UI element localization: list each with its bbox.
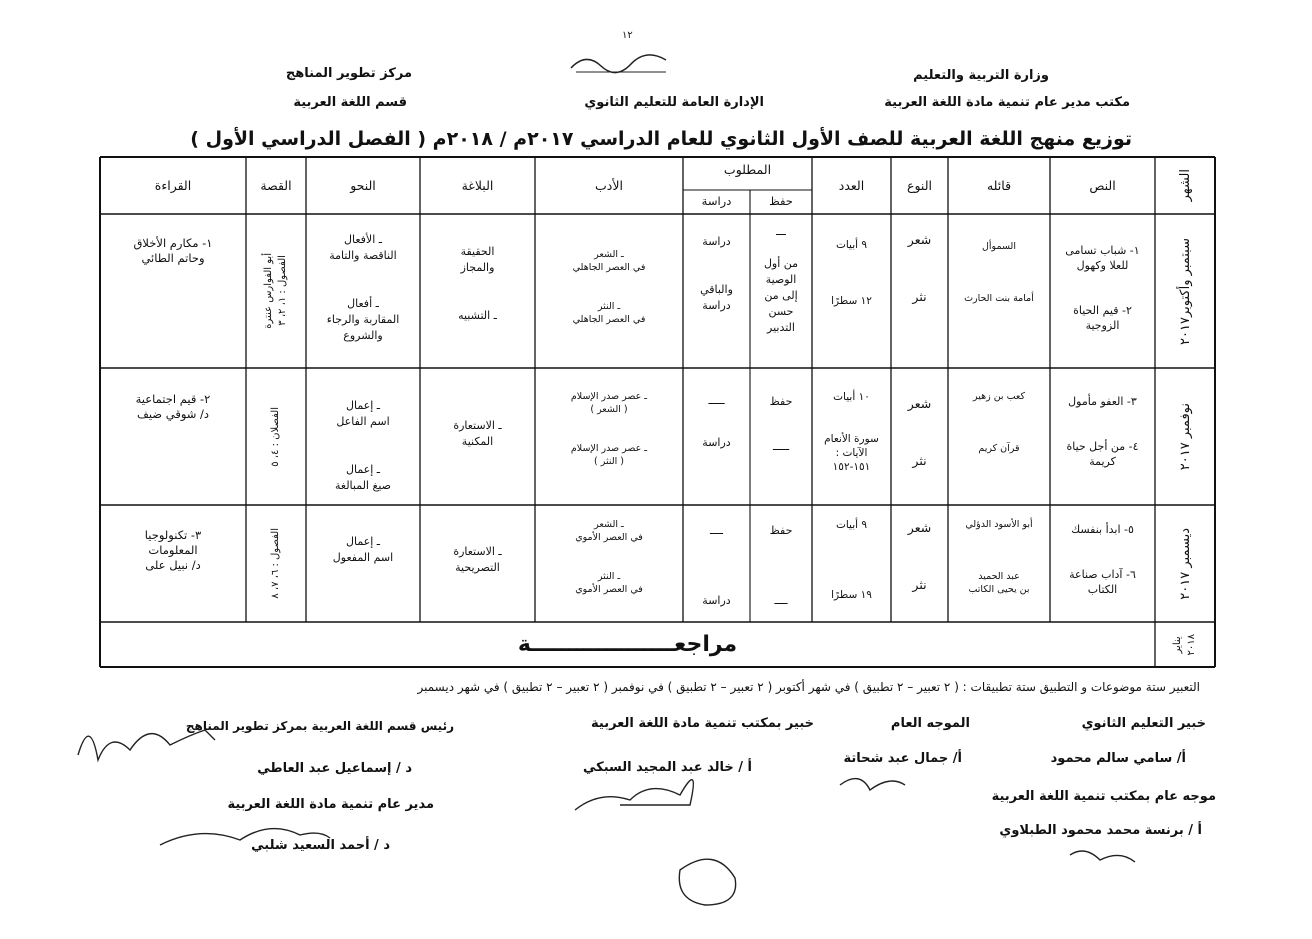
header-story: القصة: [260, 178, 292, 193]
header-grammar: النحو: [350, 178, 376, 193]
general-administration: الإدارة العامة للتعليم الثانوي: [584, 95, 764, 110]
header-rhetoric: البلاغة: [461, 178, 494, 193]
header-text: النص: [1089, 178, 1116, 193]
office-expert-title: خبير بمكتب تنمية مادة اللغة العربية: [591, 716, 814, 731]
row2-text: ٣- العفو مأمول ٤- من أجل حياة كريمة: [1066, 395, 1139, 468]
row1-grammar: ـ الأفعال الناقصة والتامة ـ أفعال المقاربة والرجاء والشروع: [326, 233, 400, 342]
row3-study: ــــ دراسة: [702, 524, 731, 607]
header-memorize: حفظ: [769, 194, 793, 208]
secondary-expert-title: خبير التعليم الثانوي: [1081, 716, 1206, 731]
signature-office-expert: [575, 780, 693, 810]
row1-study: دراسة والباقي دراسة: [700, 235, 733, 312]
row1-author: السموأل أمامة بنت الحارث: [964, 241, 1034, 304]
page-title: توزيع منهج اللغة العربية للصف الأول الثانوي للعام الدراسي ٢٠١٧م / ٢٠١٨م ( الفصل الدراسي الأول ): [190, 128, 1132, 150]
row2-type: شعر نثر: [907, 396, 932, 468]
row2-study: ـــــ دراسة: [702, 394, 731, 449]
signature-dept-head: [78, 730, 215, 760]
row2-story: الفصلان : ٤، ٥: [270, 406, 281, 467]
row3-memorize: حفظ ــــ: [769, 524, 793, 607]
header-author: قائله: [986, 178, 1012, 193]
general-director-title: مدير عام تنمية مادة اللغة العربية: [227, 797, 434, 812]
review-label: مراجعـــــــــــــــــــة: [517, 632, 738, 657]
review-month: يناير ٢٠١٨: [1172, 633, 1197, 656]
header-required: المطلوب: [723, 162, 772, 177]
row2-month: نوفمبر ٢٠١٧: [1177, 402, 1193, 471]
row3-reading: ٣- تكنولوجيا المعلومات د/ نبيل على: [144, 528, 202, 572]
row3-grammar: ـ إعمال اسم المفعول: [332, 535, 394, 564]
secondary-expert-name: أ/ سامي سالم محمود: [1050, 751, 1186, 766]
row1-memorize: ـــ من أول الوصية إلى من حسن التدبير: [763, 225, 799, 334]
row2-grammar: ـ إعمال اسم الفاعل ـ إعمال صيغ المبالغة: [334, 399, 391, 492]
row1-story: أبو الفوارس عنترة الفصول : ١، ٢، ٣: [263, 253, 288, 329]
general-supervisor-name: أ/ جمال عبد شحاتة: [843, 751, 962, 766]
office-name: مكتب مدير عام تنمية مادة اللغة العربية: [884, 95, 1130, 110]
row2-author: كعب بن زهير قرآن كريم: [972, 391, 1026, 454]
row3-month: ديسمبر ٢٠١٧: [1177, 527, 1193, 600]
expression-note: التعبير ستة موضوعات و التطبيق ستة تطبيقات : ( ٢ تعبير – ٢ تطبيق ) في شهر أكتوبر ( ٢ تعبير – ٢ تطبيق ) في نوفمبر ( ٢ تعبير – ٢ تطبيق ) في شهر ديسمبر: [417, 680, 1200, 694]
row3-author: أبو الأسود الدؤلي عبد الحميد بن يحيى الكاتب: [965, 519, 1033, 595]
ministry-name: وزارة التربية والتعليم: [913, 68, 1049, 83]
row3-rhetoric: ـ الاستعارة التصريحية: [453, 545, 502, 574]
header-month: الشهر: [1177, 169, 1193, 202]
row1-literature: ـ الشعر في العصر الجاهلي ـ النثر في العصر الجاهلي: [572, 249, 646, 325]
general-supervisor-title: الموجه العام: [890, 716, 970, 731]
header-reading: القراءة: [154, 178, 192, 193]
header-study: دراسة: [701, 194, 732, 208]
office-supervisor-title: موجه عام بمكتب تنمية اللغة العربية: [991, 789, 1216, 804]
row2-memorize: حفظ ـــــ: [769, 395, 793, 453]
row2-count: ١٠ أبيات سورة الأنعام الآيات : ١٥١-١٥٢: [824, 391, 879, 473]
row1-type: شعر نثر: [907, 232, 932, 304]
curriculum-center: مركز تطوير المناهج: [285, 66, 412, 81]
signature-general-director: [160, 829, 330, 845]
row1-reading: ١- مكارم الأخلاق وحاتم الطائي: [133, 236, 213, 265]
row3-count: ٩ أبيات ١٩ سطرًا: [831, 519, 872, 601]
row3-literature: ـ الشعر في العصر الأموي ـ النثر في العصر الأموي: [575, 519, 643, 595]
row3-story: الفصول : ٦، ٧، ٨: [270, 528, 281, 599]
header-type: النوع: [907, 178, 932, 193]
row1-rhetoric: الحقيقة والمجاز ـ التشبيه: [458, 245, 497, 322]
row2-rhetoric: ـ الاستعارة المكنية: [453, 419, 502, 448]
office-supervisor-name: أ / برنسة محمد محمود الطبلاوي: [999, 823, 1202, 838]
row2-literature: ـ عصر صدر الإسلام ( الشعر ) ـ عصر صدر الإسلام ( النثر ): [570, 391, 648, 467]
row1-count: ٩ أبيات ١٢ سطرًا: [831, 239, 872, 307]
row2-reading: ٢- قيم اجتماعية د/ شوقي ضيف: [135, 392, 211, 421]
row3-type: شعر نثر: [907, 520, 932, 592]
signature-office-supervisor: [1070, 851, 1135, 862]
signature-general-supervisor: [840, 779, 905, 790]
general-director-name: د / أحمد السعيد شلبي: [251, 838, 390, 853]
arabic-department: قسم اللغة العربية: [293, 95, 407, 110]
page-number: ١٢: [622, 30, 633, 41]
row1-text: ١- شباب تسامى للعلا وكهول ٢- قيم الحياة الزوجية: [1065, 244, 1140, 332]
header-count: العدد: [838, 178, 865, 193]
row1-month: سبتمبر وأكتوبر٢٠١٧: [1177, 237, 1193, 345]
dept-head-name: د / إسماعيل عبد العاطي: [257, 761, 412, 776]
office-expert-name: أ / خالد عبد المجيد السبكي: [583, 760, 752, 775]
dept-head-title: رئيس قسم اللغة العربية بمركز تطوير المناهج: [185, 719, 454, 733]
signature-page-mark: [679, 859, 735, 905]
header-literature: الأدب: [595, 178, 623, 193]
row3-text: ٥- ابدأ بنفسك ٦- آداب صناعة الكتاب: [1069, 523, 1136, 596]
